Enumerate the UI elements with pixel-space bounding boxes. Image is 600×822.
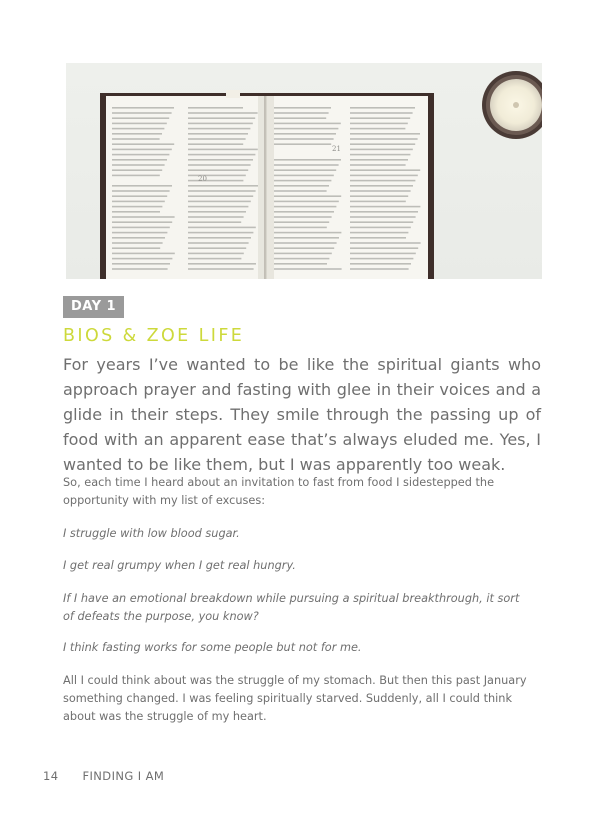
day-badge: DAY 1 bbox=[63, 296, 124, 318]
page-text-line bbox=[188, 201, 251, 203]
page-text-line bbox=[112, 149, 172, 151]
candle-icon bbox=[482, 71, 542, 139]
page-text-line bbox=[112, 221, 172, 223]
page-text-line bbox=[274, 242, 337, 244]
page-text-line bbox=[188, 154, 255, 156]
page-text-line bbox=[350, 216, 416, 218]
page-text-line bbox=[350, 242, 421, 244]
page-text-line bbox=[112, 242, 163, 244]
page-text-line bbox=[188, 117, 255, 119]
page-text-line bbox=[350, 263, 411, 265]
page-text-line bbox=[274, 112, 329, 114]
excuse-line-2: I get real grumpy when I get real hungry. bbox=[63, 559, 296, 572]
page-number: 14 bbox=[43, 769, 59, 783]
page-text-line bbox=[274, 195, 341, 197]
page-text-line bbox=[274, 211, 334, 213]
page-text-line bbox=[112, 107, 174, 109]
page-text-line bbox=[112, 232, 167, 234]
page-text-line bbox=[112, 164, 165, 166]
page-text-line bbox=[274, 221, 329, 223]
page-text-line bbox=[188, 195, 253, 197]
page-text-line bbox=[188, 112, 258, 114]
page-text-line bbox=[350, 180, 415, 182]
page-text-line bbox=[350, 117, 410, 119]
page-text-line bbox=[350, 159, 408, 161]
page-text-line bbox=[350, 227, 411, 229]
chapter-title: BIOS & ZOE LIFE bbox=[63, 326, 245, 346]
excuse-line-4: I think fasting works for some people but not for me. bbox=[63, 641, 362, 654]
page-text-line bbox=[112, 216, 175, 218]
page-text-line bbox=[350, 107, 415, 109]
page-text-line bbox=[188, 180, 243, 182]
page-text-line bbox=[188, 128, 250, 130]
page-text-line bbox=[350, 232, 408, 234]
page-text-line bbox=[112, 159, 167, 161]
page-text-line bbox=[274, 128, 338, 130]
page-text-line bbox=[188, 190, 256, 192]
page-text-line bbox=[188, 175, 246, 177]
page-text-line bbox=[188, 206, 248, 208]
page-text-line bbox=[112, 133, 162, 135]
page-text-line bbox=[188, 143, 243, 145]
page-text-line bbox=[350, 149, 413, 151]
page-text-line bbox=[274, 159, 341, 161]
page-text-line bbox=[112, 206, 162, 208]
page-text-line bbox=[188, 138, 246, 140]
page-text-line bbox=[274, 138, 334, 140]
page-text-line bbox=[350, 206, 420, 208]
page-text-line bbox=[188, 123, 253, 125]
page-text-line bbox=[350, 195, 408, 197]
page-footer bbox=[43, 769, 164, 783]
page-text-line bbox=[188, 164, 251, 166]
page-text-line bbox=[112, 227, 170, 229]
page-text-line bbox=[112, 175, 160, 177]
page-text-line bbox=[350, 268, 409, 270]
lead-paragraph: For years I’ve wanted to be like the spiritual giants who approach prayer and fasting with glee in their voices and a glide in their steps. They smile through the passing up of food with an apparent ease that’s always eluded me. Yes, I wanted to be like them, but I was apparently too weak. bbox=[63, 355, 541, 474]
page-text-line bbox=[274, 143, 331, 145]
page-text-line bbox=[112, 117, 169, 119]
excuse-line-1: I struggle with low blood sugar. bbox=[63, 527, 240, 540]
page-text-line bbox=[112, 211, 160, 213]
page-text-line bbox=[112, 128, 164, 130]
page-text-line bbox=[274, 237, 339, 239]
page-text-line bbox=[350, 211, 418, 213]
page-text-line bbox=[188, 169, 248, 171]
body-paragraph-1: So, each time I heard about an invitation to fast from food I sidestepped the opportunity with my list of excuses: bbox=[63, 476, 495, 507]
page-text-line bbox=[112, 143, 174, 145]
page-text-line bbox=[350, 237, 406, 239]
page-text-line bbox=[350, 123, 408, 125]
page-text-line bbox=[274, 164, 339, 166]
page-text-line bbox=[274, 190, 327, 192]
page-text-line bbox=[350, 138, 418, 140]
page-text-line bbox=[350, 201, 406, 203]
page-text-line bbox=[274, 133, 336, 135]
page-text-line bbox=[112, 237, 165, 239]
page-text-line bbox=[188, 133, 248, 135]
page-text-line bbox=[188, 242, 249, 244]
page-text-line bbox=[274, 123, 341, 125]
page-text-line bbox=[274, 258, 329, 260]
page-text-line bbox=[274, 206, 336, 208]
page-text-line bbox=[112, 268, 168, 270]
page-text-line bbox=[112, 195, 167, 197]
left-page-number: 20 bbox=[198, 175, 207, 183]
page-text-line bbox=[274, 175, 334, 177]
page-text-line bbox=[112, 263, 170, 265]
page-text-line bbox=[188, 268, 254, 270]
page-text-line bbox=[350, 221, 413, 223]
page-text-line bbox=[188, 263, 256, 265]
page-text-line bbox=[112, 190, 170, 192]
open-book-illustration bbox=[66, 63, 542, 279]
page-text-line bbox=[188, 107, 243, 109]
page-text-line bbox=[112, 201, 165, 203]
page-text-line bbox=[188, 149, 258, 151]
page-text-line bbox=[274, 268, 342, 270]
page-text-line bbox=[112, 154, 169, 156]
page-text-line bbox=[350, 175, 418, 177]
page-text-line bbox=[188, 185, 258, 187]
open-book-photo bbox=[66, 63, 542, 279]
page-text-line bbox=[188, 227, 256, 229]
page-text-line bbox=[350, 253, 416, 255]
page-text-line bbox=[274, 107, 331, 109]
page-text-line bbox=[188, 258, 241, 260]
page-text-line bbox=[350, 169, 420, 171]
page-text-line bbox=[188, 221, 241, 223]
page-text-line bbox=[188, 211, 246, 213]
page-text-line bbox=[188, 159, 253, 161]
page-text-line bbox=[350, 190, 411, 192]
page-text-line bbox=[274, 117, 326, 119]
page-text-line bbox=[188, 247, 246, 249]
page-text-line bbox=[350, 164, 406, 166]
page-text-line bbox=[112, 112, 172, 114]
page-text-line bbox=[274, 263, 327, 265]
book-title: FINDING I AM bbox=[82, 769, 165, 783]
page-text-line bbox=[112, 258, 172, 260]
page-text-line bbox=[188, 216, 244, 218]
page-text-line bbox=[274, 185, 329, 187]
excuse-line-3: If I have an emotional breakdown while pursuing a spiritual breakthrough, it sort of defeats the purpose, you know? bbox=[63, 592, 520, 623]
page-text-line bbox=[350, 112, 413, 114]
page-text-line bbox=[112, 138, 160, 140]
page-text-line bbox=[188, 232, 253, 234]
page-text-line bbox=[350, 247, 418, 249]
right-page-number: 21 bbox=[332, 145, 341, 153]
page-text-line bbox=[274, 227, 327, 229]
page-text-line bbox=[274, 216, 332, 218]
page-text-line bbox=[188, 253, 244, 255]
page-text-line bbox=[274, 180, 331, 182]
page-text-line bbox=[274, 169, 336, 171]
page-text-line bbox=[350, 133, 420, 135]
page-text-line bbox=[350, 143, 415, 145]
page-text-line bbox=[350, 185, 413, 187]
page-text-line bbox=[112, 169, 162, 171]
body-paragraph-2: All I could think about was the struggle of my stomach. But then this past January something changed. I was feeling spiritually starved. Suddenly, all I could think about was the struggle of my heart. bbox=[63, 674, 527, 723]
page-text-line bbox=[112, 247, 160, 249]
page-text-line bbox=[112, 253, 175, 255]
page-text-line bbox=[188, 237, 251, 239]
page-text-line bbox=[350, 128, 405, 130]
page-text-line bbox=[112, 185, 172, 187]
page-text-line bbox=[350, 258, 413, 260]
page-text-line bbox=[274, 232, 341, 234]
page-text-line bbox=[274, 201, 339, 203]
page-text-line bbox=[274, 247, 334, 249]
page-text-line bbox=[274, 253, 332, 255]
page-text-line bbox=[350, 154, 410, 156]
page-text-line bbox=[112, 123, 167, 125]
